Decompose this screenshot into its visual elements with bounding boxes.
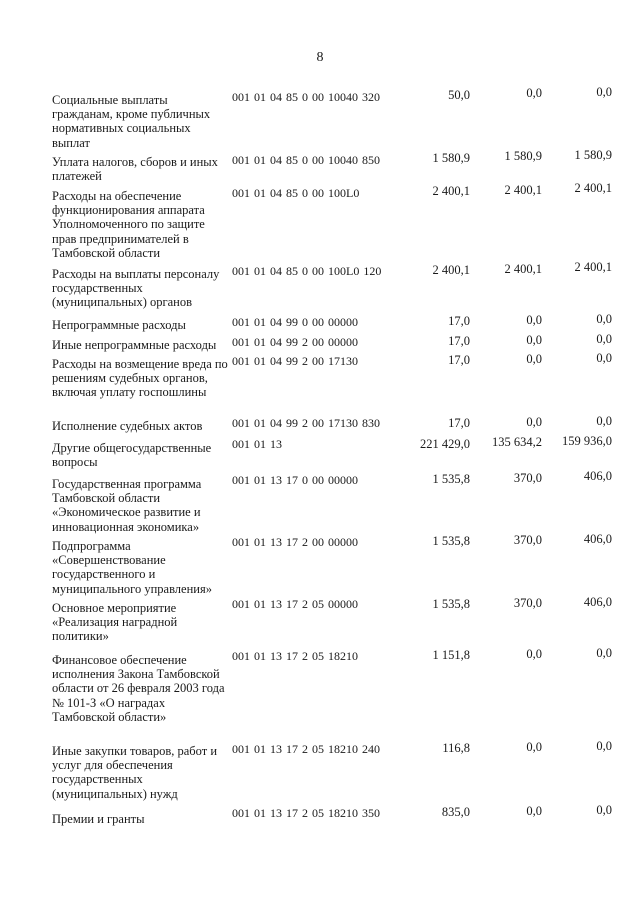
- row-value-1: 1 535,8: [432, 472, 470, 486]
- row-name: Расходы на обеспечение функционирования аппарата Уполномоченного по защите прав предпринимателей в Тамбовской области: [52, 189, 205, 260]
- row-value-3: 2 400,1: [574, 260, 612, 274]
- row-value-3: 0,0: [596, 803, 612, 817]
- row-value-3: 0,0: [596, 85, 612, 99]
- row-value-3: 1 580,9: [574, 148, 612, 162]
- row-name: Премии и гранты: [52, 812, 145, 826]
- row-code: 001 01 04 85 0 00 10040 850: [232, 153, 380, 167]
- row-value-2: 0,0: [526, 740, 542, 754]
- row-value-1: 1 535,8: [432, 534, 470, 548]
- row-value-3: 406,0: [583, 469, 612, 483]
- row-value-2: 0,0: [526, 86, 542, 100]
- row-value-1: 116,8: [442, 741, 470, 755]
- row-value-3: 0,0: [596, 646, 612, 660]
- row-value-1: 17,0: [448, 416, 470, 430]
- row-name: Социальные выплаты гражданам, кроме публичных нормативных социальных выплат: [52, 93, 211, 150]
- row-value-1: 221 429,0: [420, 437, 470, 451]
- row-value-3: 406,0: [583, 532, 612, 546]
- row-value-2: 0,0: [526, 415, 542, 429]
- row-name: Иные непрограммные расходы: [52, 338, 217, 352]
- row-code: 001 01 13 17 2 00 00000: [232, 535, 358, 549]
- row-code: 001 01 04 99 0 00 00000: [232, 315, 358, 329]
- row-value-2: 0,0: [526, 804, 542, 818]
- page-number: 8: [316, 50, 324, 65]
- row-code: 001 01 04 85 0 00 100L0: [232, 186, 360, 200]
- row-code: 001 01 13 17 2 05 18210 240: [232, 742, 380, 756]
- row-name: Государственная программа Тамбовской области «Экономическое развитие и инновационная экономика»: [52, 477, 202, 534]
- row-value-1: 17,0: [448, 314, 470, 328]
- row-value-2: 0,0: [526, 647, 542, 661]
- row-value-2: 370,0: [513, 596, 542, 610]
- row-value-1: 835,0: [441, 805, 470, 819]
- row-name: Подпрограмма «Совершенствование государственного и муниципального управления»: [52, 539, 212, 596]
- row-name: Иные закупки товаров, работ и услуг для обеспечения государственных (муниципальных) нужд: [52, 744, 218, 801]
- row-name: Непрограммные расходы: [52, 318, 186, 332]
- row-value-1: 50,0: [448, 88, 470, 102]
- row-name: Уплата налогов, сборов и иных платежей: [52, 155, 218, 184]
- row-value-3: 2 400,1: [574, 181, 612, 195]
- row-code: 001 01 04 99 2 00 17130 830: [232, 416, 380, 430]
- row-code: 001 01 04 99 2 00 00000: [232, 335, 358, 349]
- row-value-1: 1 580,9: [432, 151, 470, 165]
- row-code: 001 01 04 99 2 00 17130: [232, 354, 358, 368]
- row-value-2: 0,0: [526, 313, 542, 327]
- row-code: 001 01 13 17 2 05 18210 350: [232, 806, 380, 820]
- row-value-1: 1 151,8: [432, 648, 470, 662]
- row-value-2: 1 580,9: [504, 149, 542, 163]
- row-value-3: 406,0: [583, 595, 612, 609]
- row-value-1: 2 400,1: [432, 263, 470, 277]
- row-code: 001 01 04 85 0 00 10040 320: [232, 90, 380, 104]
- row-code: 001 01 13: [232, 437, 282, 451]
- row-value-2: 370,0: [513, 533, 542, 547]
- row-name: Основное мероприятие «Реализация наградной политики»: [52, 601, 178, 644]
- row-value-1: 17,0: [448, 334, 470, 348]
- row-value-3: 0,0: [596, 351, 612, 365]
- row-code: 001 01 13 17 0 00 00000: [232, 473, 358, 487]
- row-value-2: 0,0: [526, 333, 542, 347]
- row-value-2: 2 400,1: [504, 183, 542, 197]
- row-value-1: 2 400,1: [432, 184, 470, 198]
- row-code: 001 01 13 17 2 05 18210: [232, 649, 358, 663]
- row-value-1: 1 535,8: [432, 597, 470, 611]
- row-name: Финансовое обеспечение исполнения Закона Тамбовской области от 26 февраля 2003 года № 101-З «О наградах Тамбовской области»: [52, 653, 225, 724]
- row-code: 001 01 13 17 2 05 00000: [232, 597, 358, 611]
- row-value-3: 159 936,0: [562, 434, 612, 448]
- row-value-2: 370,0: [513, 471, 542, 485]
- row-name: Расходы на выплаты персоналу государственных (муниципальных) органов: [52, 267, 220, 310]
- row-value-2: 2 400,1: [504, 262, 542, 276]
- row-value-2: 135 634,2: [492, 435, 542, 449]
- row-value-3: 0,0: [596, 332, 612, 346]
- row-value-3: 0,0: [596, 414, 612, 428]
- row-name: Расходы на возмещение вреда по решениям судебных органов, включая уплату госпошлины: [52, 357, 228, 400]
- row-value-2: 0,0: [526, 352, 542, 366]
- row-name: Исполнение судебных актов: [52, 419, 203, 433]
- row-value-3: 0,0: [596, 312, 612, 326]
- row-value-1: 17,0: [448, 353, 470, 367]
- row-value-3: 0,0: [596, 739, 612, 753]
- row-code: 001 01 04 85 0 00 100L0 120: [232, 264, 382, 278]
- row-name: Другие общегосударственные вопросы: [52, 441, 212, 470]
